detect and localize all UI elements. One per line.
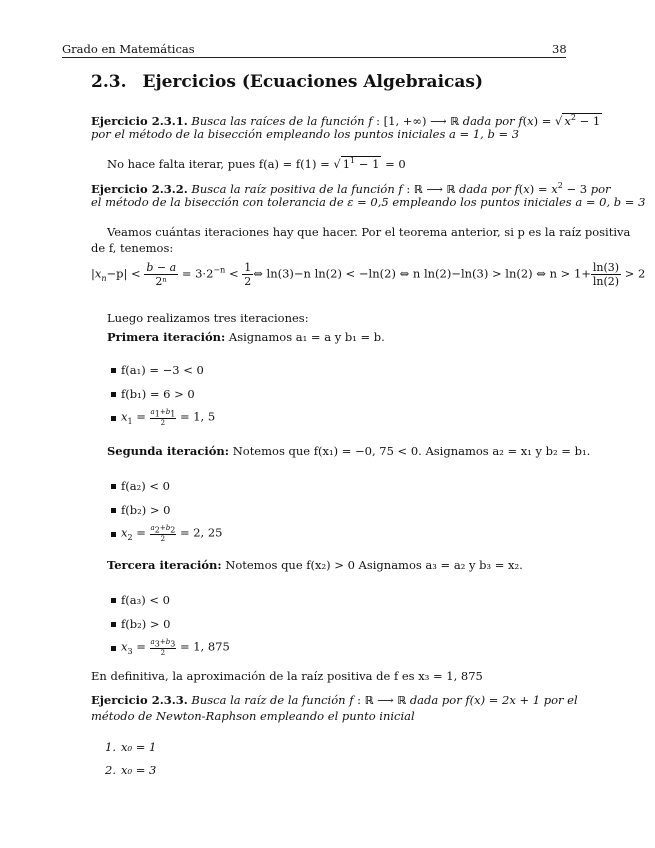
bullet [111,392,116,397]
iteration-2-item: $x_2$ = $\frac{a_2+b_2}{2}$ = 2, 25 [121,524,223,544]
exercise-2-statement: Ejercicio 2.3.2. Busca la raíz positiva de la función f : ℝ ⟶ ℝ dada por $f(x) = x^2 - 3$ por [91,181,611,196]
page-number: 38 [552,42,567,56]
bullet [111,368,116,373]
iterations-intro-line2: de f, tenemos: [91,241,174,255]
exercise-3-item: x₀ = 3 [121,763,157,777]
iteration-3-item: f(b₂) > 0 [121,617,171,631]
iterations-inequality: $|x_n-p|$ < $\frac{b - a}{\text{2ⁿ}}$ = $3\cdot 2^{-n}$ < $\frac{1}{2}$ ⇔ ln(3)−n ln(2) < −ln(2) ⇔ n ln(2)−ln(3) > ln(2) ⇔ n > 1+ $\frac{\ln(3)}{\ln(2)}$ > 2 [91,261,646,288]
header-rule [62,57,566,58]
iteration-1-item: f(b₁) = 6 > 0 [121,387,195,401]
exercise-1-statement-line2: por el método de la bisección empleando los puntos iniciales a = 1, b = 3 [91,127,520,141]
fraction-b-minus-a: $\frac{b - a}{\text{2ⁿ}}$ [146,261,177,288]
exercise-3-statement-line2: método de Newton-Raphson empleando el punto inicial [91,709,415,723]
fraction-ln3-ln2: $\frac{\ln(3)}{\ln(2)}$ [592,261,620,288]
bullet [111,416,116,421]
iteration-3-item: $x_3$ = $\frac{a_3+b_3}{2}$ = 1, 875 [121,638,230,658]
iterations-intro: Veamos cuántas iteraciones hay que hacer. Por el teorema anterior, si p es la raíz positiva [107,225,631,239]
iteration-3-item: f(a₃) < 0 [121,593,170,607]
iterations-lead: Luego realizamos tres iteraciones: [107,311,309,325]
exercise-3-statement: Ejercicio 2.3.3. Busca la raíz de la función f : ℝ ⟶ ℝ dada por f(x) = 2x + 1 por el [91,693,578,707]
bullet [111,532,116,537]
enum-label: 1. [105,740,116,754]
exercise-3-item: x₀ = 1 [121,740,157,754]
iteration-1-heading: Primera iteración: Asignamos a₁ = a y b₁ = b. [107,330,385,344]
bullet [111,508,116,513]
section-title: 2.3. Ejercicios (Ecuaciones Algebraicas) [91,72,484,92]
exercise-1-answer: No hace falta iterar, pues f(a) = f(1) = √ $1^1 - 1 = 0$ [107,156,406,171]
exercise-1-statement: Ejercicio 2.3.1. Busca las raíces de la función f : [1, +∞) ⟶ ℝ dada por f(x) = √ $x^2 - 1$ [91,113,601,128]
bullet [111,484,116,489]
fraction-one-half: $\frac{1}{2}$ [244,261,252,288]
iteration-2-item: f(a₂) < 0 [121,479,170,493]
iteration-2-heading: Segunda iteración: Notemos que f(x₁) = −0, 75 < 0. Asignamos a₂ = x₁ y b₂ = b₁. [107,444,591,458]
iteration-3-heading: Tercera iteración: Notemos que f(x₂) > 0 Asignamos a₃ = a₂ y b₃ = x₂. [107,558,523,572]
iteration-1-item: f(a₁) = −3 < 0 [121,363,204,377]
exercise-2-conclusion: En definitiva, la aproximación de la raíz positiva de f es x₃ = 1, 875 [91,669,483,683]
running-header: Grado en Matemáticas [62,42,195,56]
iteration-1-item: $x_1$ = $\frac{a_1+b_1}{2}$ = 1, 5 [121,408,216,428]
bullet [111,598,116,603]
enum-label: 2. [105,763,116,777]
bullet [111,646,116,651]
exercise-2-statement-line2: el método de la bisección con tolerancia de ε = 0,5 empleando los puntos iniciales a = 0, b = 3 [91,195,646,209]
iteration-2-item: f(b₂) > 0 [121,503,171,517]
bullet [111,622,116,627]
